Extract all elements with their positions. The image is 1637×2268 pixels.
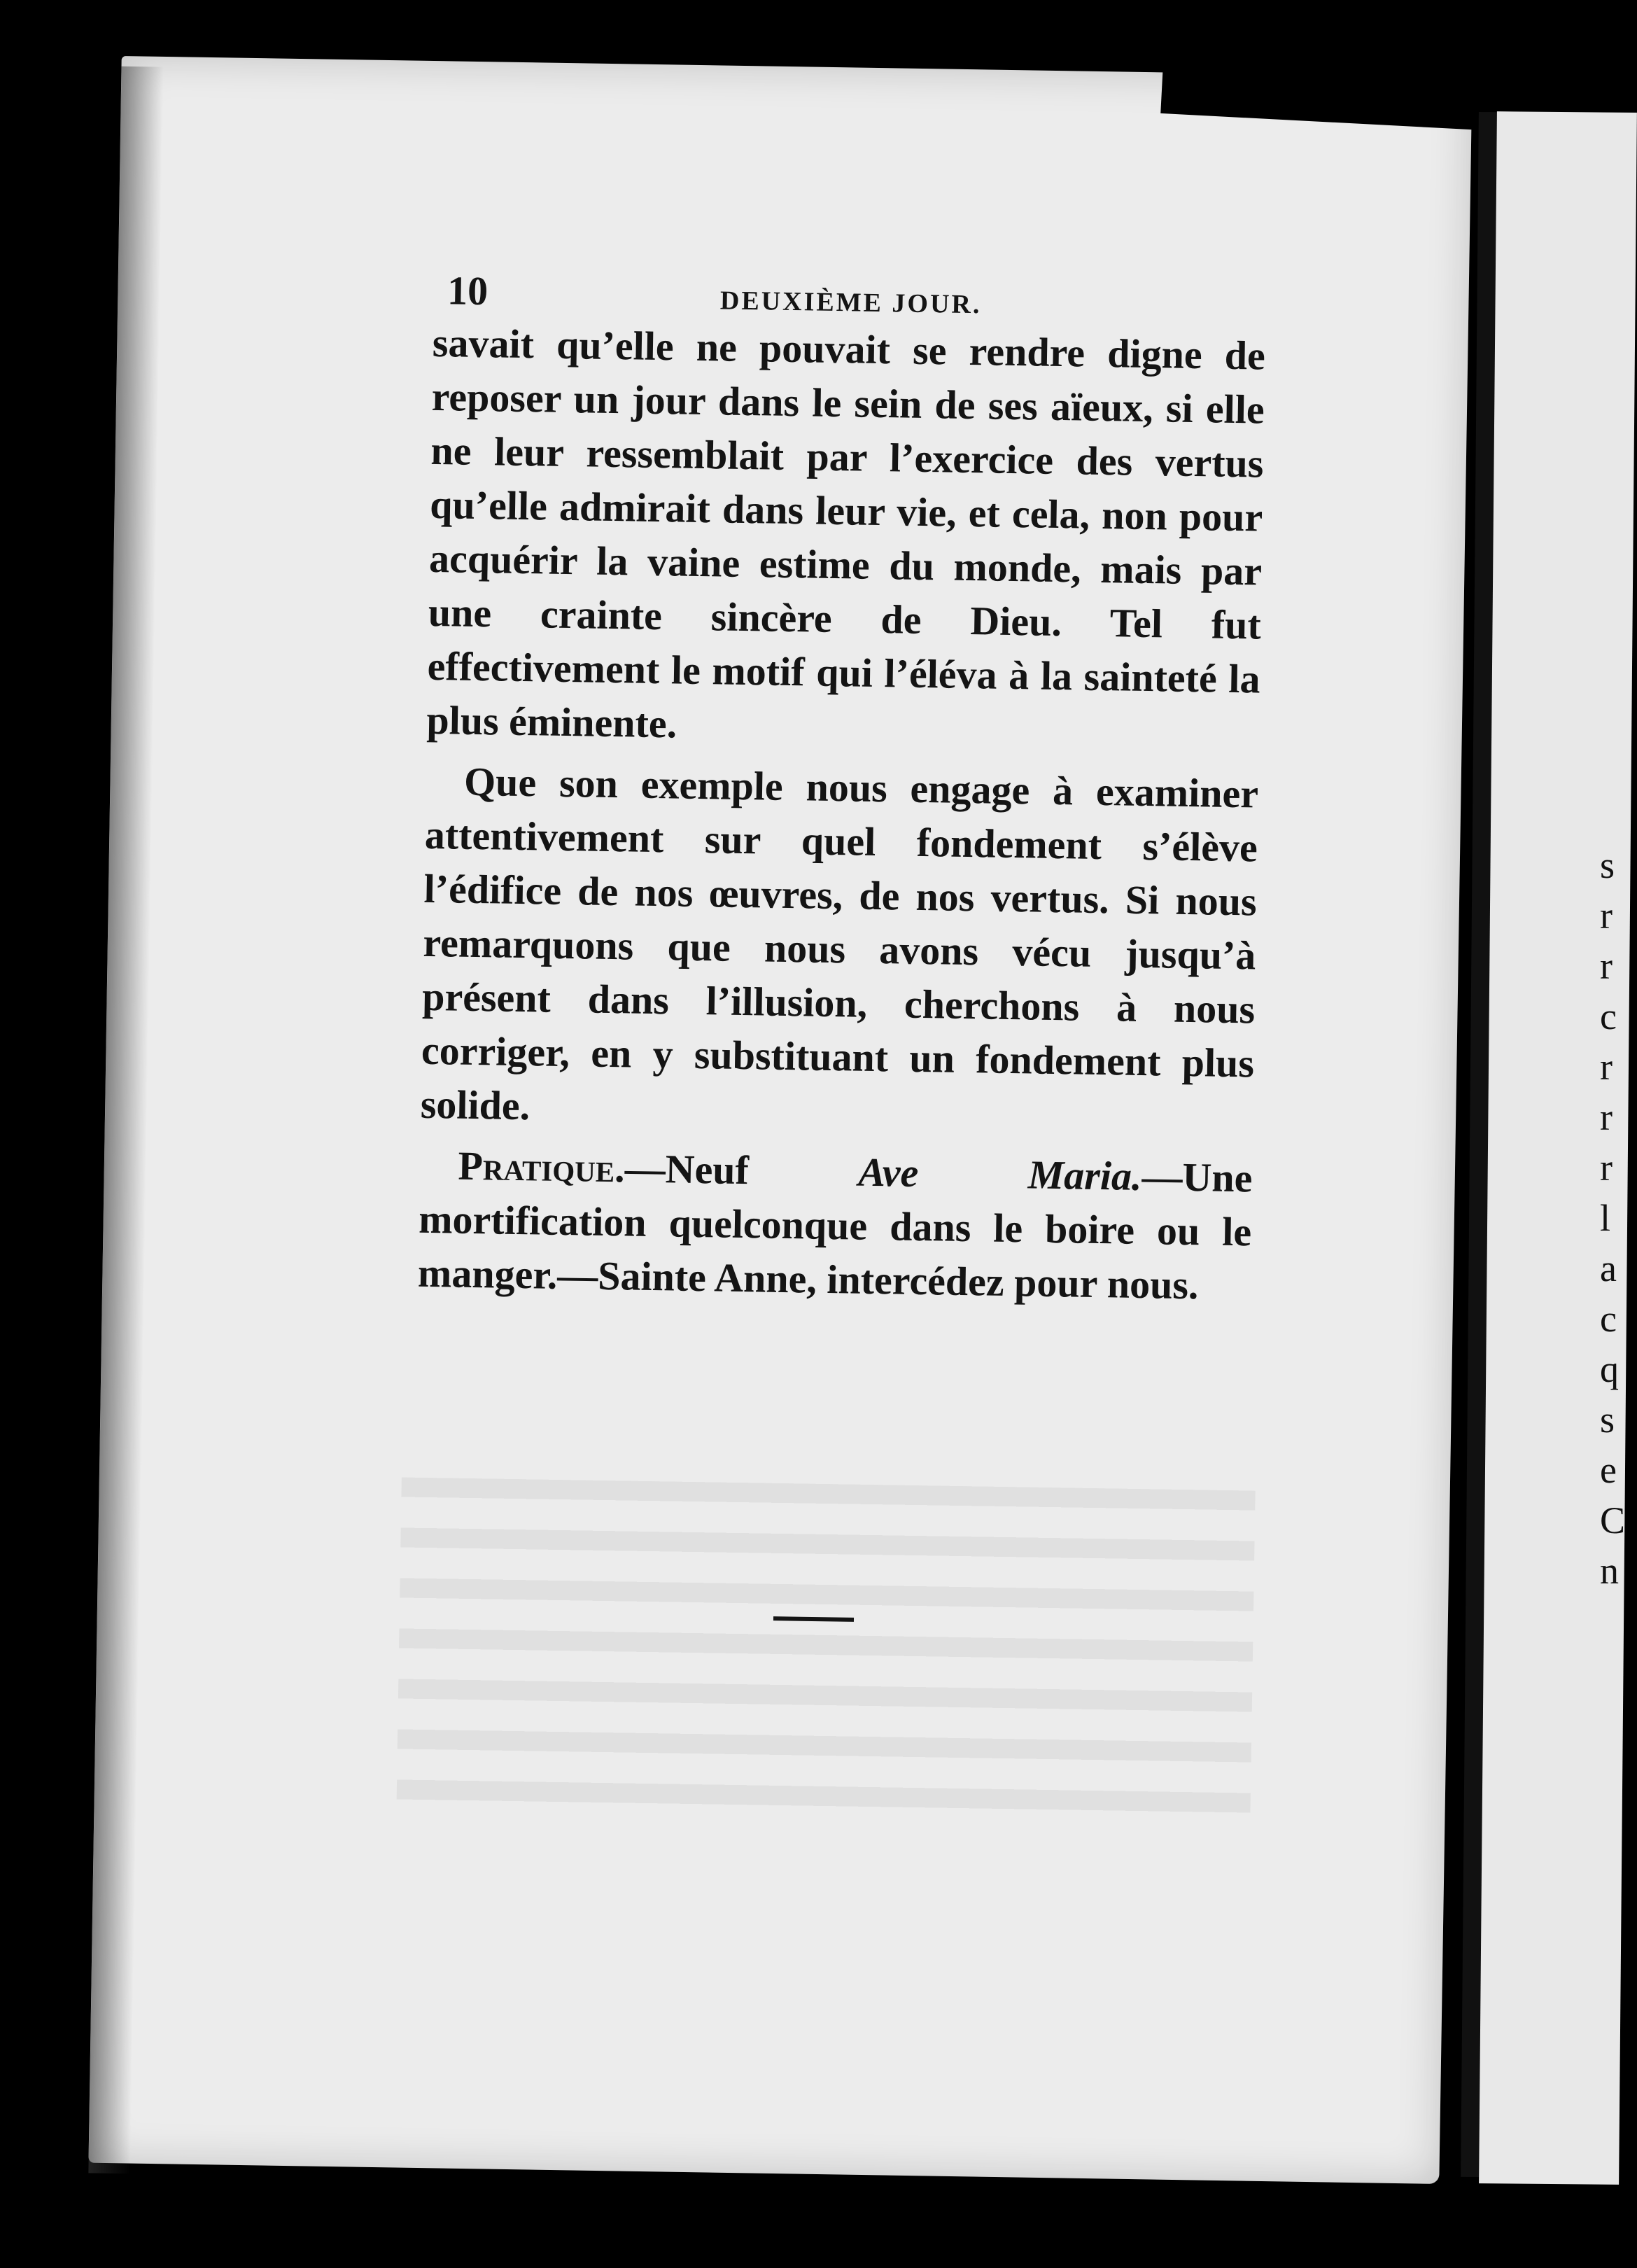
paragraph-1: savait qu’elle ne pouvait se rendre digne de reposer un jour dans le sein de ses aïeux, si elle ne leur ressemblait par l’exercice des vertus qu’elle admirait dans leur vie, et cela, non pour acquérir la vaine estime du monde, mais par une crainte sincère de Dieu. Tel fut effectivement le motif qui l’éléva à la sainteté la plus éminente.: [426, 319, 1266, 747]
facing-page-letter: s: [1600, 844, 1615, 886]
chapter-title: DEUXIÈME JOUR.: [719, 286, 982, 320]
facing-page-letter: r: [1600, 1147, 1613, 1189]
pratique-prayer: Ave Maria.: [857, 1149, 1143, 1199]
pratique-label: Pratique.: [458, 1142, 626, 1191]
facing-page-letter: C: [1600, 1499, 1626, 1541]
facing-page-text-fragment: [1600, 840, 1628, 1596]
facing-page-letter: n: [1600, 1550, 1619, 1592]
page-content: [375, 252, 1267, 1353]
facing-page-letter: c: [1600, 995, 1617, 1037]
pratique-dash: —Neuf: [624, 1145, 859, 1195]
facing-page-letter: s: [1600, 1399, 1615, 1441]
facing-page-letter: l: [1600, 1197, 1611, 1239]
pratique-text: —Une mortification quelconque dans le boire ou le manger.—Sainte Anne, intercédez pour nous.: [417, 1153, 1253, 1308]
facing-page-letter: r: [1600, 1096, 1613, 1138]
pratique-paragraph: [376, 1138, 1253, 1313]
facing-page-letter: r: [1600, 1046, 1613, 1088]
facing-page-letter: r: [1600, 945, 1613, 987]
facing-page-letter: q: [1600, 1348, 1619, 1390]
facing-page-letter: a: [1600, 1247, 1617, 1289]
facing-page-letter: r: [1600, 895, 1613, 937]
page-number: 10: [447, 267, 489, 314]
paragraph-2: Que son exemple nous engage à examiner attentivement sur quel fondement s’élève l’édifice de nos œuvres, de nos vertus. Si nous remarquons que nous avons vécu jusqu’à présent dans l’illusion, cherchons à nous corriger, en y substituant un fondement plus solide.: [420, 758, 1259, 1129]
facing-page-letter: c: [1600, 1298, 1617, 1340]
show-through-text: [396, 1477, 1255, 1826]
facing-page-letter: e: [1600, 1449, 1617, 1491]
